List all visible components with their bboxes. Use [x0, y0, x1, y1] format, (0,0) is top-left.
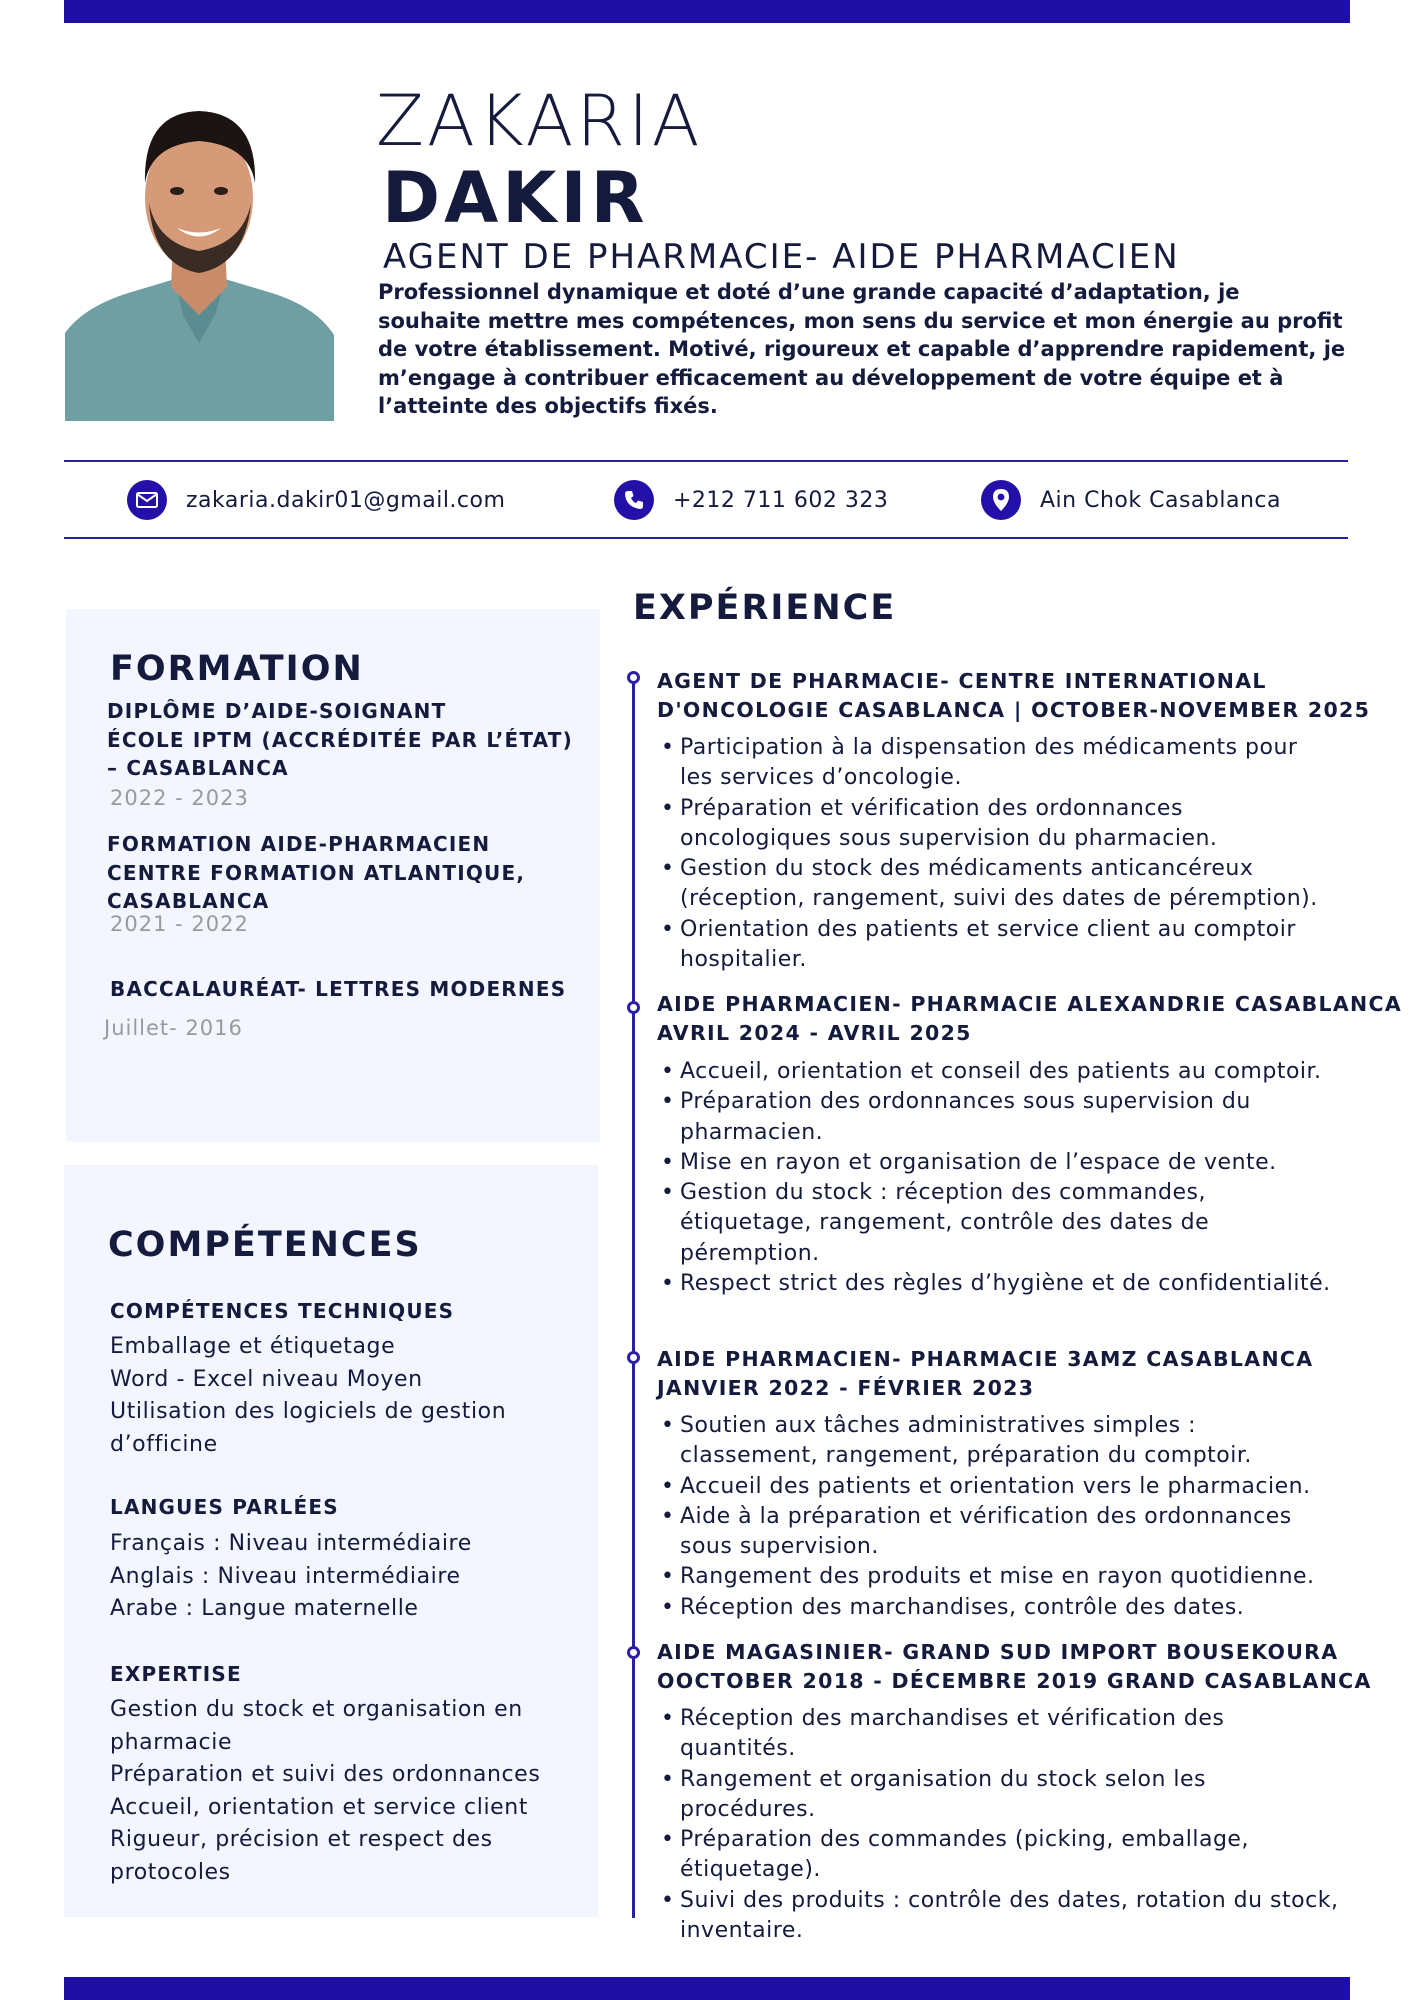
exp-3-title: AIDE PHARMACIEN- PHARMACIE 3AMZ CASABLANCA JANVIER 2022 - FÉVRIER 2023: [657, 1347, 1314, 1400]
timeline-dot-3: [627, 1351, 640, 1364]
exp-2-bullets: [657, 1057, 1331, 1299]
contact-email[interactable]: [127, 480, 505, 520]
list-item: • Réception des marchandises et vérification des quantités.: [657, 1704, 1338, 1765]
competences-title: COMPÉTENCES: [108, 1225, 422, 1265]
comp-group-2-list: Français : Niveau intermédiaire Anglais : Niveau intermédiaire Arabe : Langue maternelle: [110, 1531, 472, 1621]
exp-4-bullets: [657, 1704, 1338, 1946]
location-pin-icon: [981, 480, 1021, 520]
bottom-accent-bar: [64, 1977, 1350, 2000]
list-item: • Orientation des patients et service client au comptoir hospitalier.: [657, 915, 1318, 976]
last-name: DAKIR: [382, 157, 649, 239]
formation-title: FORMATION: [110, 649, 364, 689]
comp-group-3-list: Gestion du stock et organisation en pharmacie Préparation et suivi des ordonnances Accueil, orientation et service client Rigueur, précision et respect des protocoles: [110, 1697, 541, 1885]
location-text: Ain Chok Casablanca: [1040, 487, 1281, 513]
formation-item-1-date: 2022 - 2023: [110, 786, 249, 810]
comp-group-2-title: LANGUES PARLÉES: [110, 1495, 339, 1519]
list-item: • Préparation et vérification des ordonnances oncologiques sous supervision du pharmacien.: [657, 794, 1318, 855]
experience-timeline: [632, 674, 635, 1918]
exp-3-bullets: [657, 1411, 1315, 1623]
formation-item-3-title: BACCALAURÉAT- LETTRES MODERNES: [110, 977, 567, 1001]
list-item: • Suivi des produits : contrôle des dates, rotation du stock, inventaire.: [657, 1886, 1338, 1947]
contact-divider-top: [64, 460, 1348, 462]
top-accent-bar: [64, 0, 1350, 23]
first-name: ZAKARIA: [376, 80, 703, 162]
phone-icon: [614, 480, 654, 520]
email-text[interactable]: zakaria.dakir01@gmail.com: [186, 487, 506, 513]
contact-phone[interactable]: [614, 480, 888, 520]
job-title: AGENT DE PHARMACIE- AIDE PHARMACIEN: [383, 237, 1180, 277]
profile-summary: Professionnel dynamique et doté d’une grande capacité d’adaptation, je souhaite mettre mes compétences, mon sens du service et mon énergie au profit de votre établissement. Motivé, rigoureux et capable d’apprendre rapidement, je m’engage à contribuer efficacement au développement de votre équipe et à l’atteinte des objectifs fixés.: [378, 280, 1346, 418]
list-item: • Réception des marchandises, contrôle des dates.: [657, 1593, 1315, 1623]
list-item: • Rangement des produits et mise en rayon quotidienne.: [657, 1562, 1315, 1592]
exp-1-bullets: [657, 733, 1318, 975]
envelope-icon: [127, 480, 167, 520]
phone-text[interactable]: +212 711 602 323: [673, 487, 889, 513]
list-item: • Respect strict des règles d’hygiène et de confidentialité.: [657, 1269, 1331, 1299]
timeline-dot-4: [627, 1646, 640, 1659]
contact-divider-bottom: [64, 537, 1348, 539]
list-item: • Préparation des commandes (picking, emballage, étiquetage).: [657, 1825, 1338, 1886]
list-item: • Aide à la préparation et vérification des ordonnances sous supervision.: [657, 1502, 1315, 1563]
formation-item-2-title: FORMATION AIDE-PHARMACIEN CENTRE FORMATION ATLANTIQUE, CASABLANCA: [107, 832, 526, 913]
timeline-dot-2: [627, 1001, 640, 1014]
experience-title: EXPÉRIENCE: [633, 588, 897, 628]
list-item: • Mise en rayon et organisation de l’espace de vente.: [657, 1148, 1331, 1178]
exp-1-title: AGENT DE PHARMACIE- CENTRE INTERNATIONAL D'ONCOLOGIE CASABLANCA | OCTOBER-NOVEMBER 2025: [657, 669, 1371, 722]
timeline-dot-1: [627, 671, 640, 684]
comp-group-3-title: EXPERTISE: [110, 1662, 242, 1686]
list-item: • Préparation des ordonnances sous supervision du pharmacien.: [657, 1087, 1331, 1148]
list-item: • Participation à la dispensation des médicaments pour les services d’oncologie.: [657, 733, 1318, 794]
list-item: • Gestion du stock des médicaments anticancéreux (réception, rangement, suivi des dates de péremption).: [657, 854, 1318, 915]
list-item: • Accueil, orientation et conseil des patients au comptoir.: [657, 1057, 1331, 1087]
formation-item-2-date: 2021 - 2022: [110, 912, 249, 936]
formation-item-3-date: Juillet- 2016: [104, 1016, 243, 1040]
list-item: • Gestion du stock : réception des commandes, étiquetage, rangement, contrôle des dates de péremption.: [657, 1178, 1331, 1269]
comp-group-1-title: COMPÉTENCES TECHNIQUES: [110, 1299, 455, 1323]
list-item: • Rangement et organisation du stock selon les procédures.: [657, 1765, 1338, 1826]
exp-2-title: AIDE PHARMACIEN- PHARMACIE ALEXANDRIE CASABLANCA AVRIL 2024 - AVRIL 2025: [657, 992, 1403, 1045]
contact-location: [981, 480, 1281, 520]
list-item: • Soutien aux tâches administratives simples : classement, rangement, préparation du comptoir.: [657, 1411, 1315, 1472]
formation-item-1-title: DIPLÔME D’AIDE-SOIGNANT ÉCOLE IPTM (ACCRÉDITÉE PAR L’ÉTAT) – CASABLANCA: [107, 699, 573, 780]
comp-group-1-list: Emballage et étiquetage Word - Excel niveau Moyen Utilisation des logiciels de gestion d’officine: [110, 1334, 507, 1457]
exp-4-title: AIDE MAGASINIER- GRAND SUD IMPORT BOUSEKOURA OOCTOBER 2018 - DÉCEMBRE 2019 GRAND CASABLANCA: [657, 1640, 1372, 1693]
profile-photo: [65, 83, 334, 421]
list-item: • Accueil des patients et orientation vers le pharmacien.: [657, 1472, 1315, 1502]
